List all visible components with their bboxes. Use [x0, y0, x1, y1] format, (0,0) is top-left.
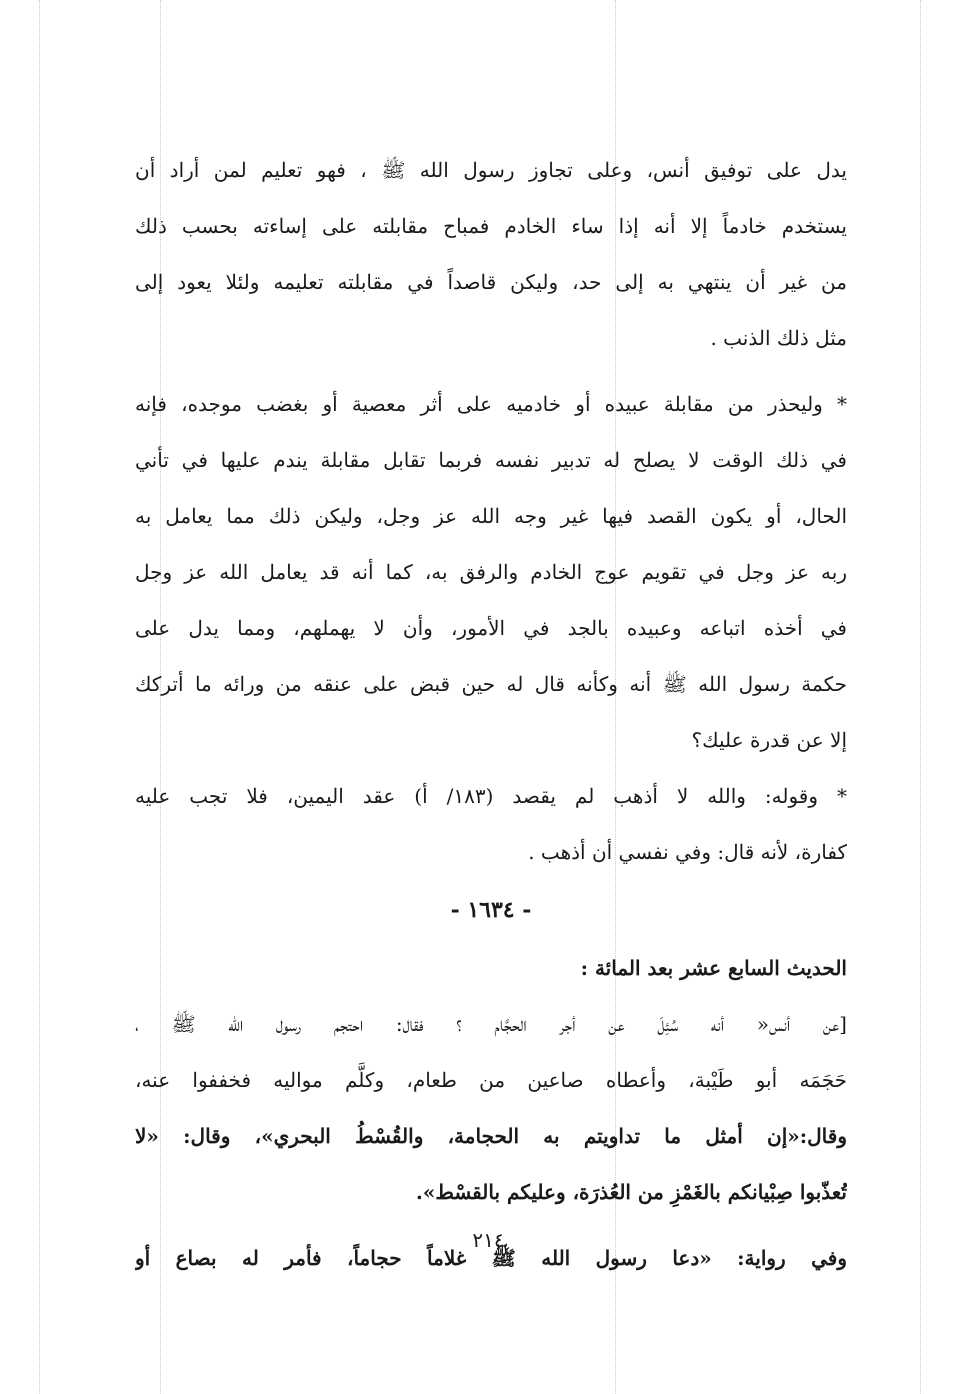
paragraph-3 [135, 768, 847, 880]
paragraph-1 [135, 142, 847, 366]
hadith-text [135, 996, 847, 1220]
text-line: يدل على توفيق أنس، وعلى تجاوز رسول الله ﷺ ، فهو تعليم لمن أراد أن [135, 158, 847, 182]
text-line: في ذلك الوقت لا يصلح له تدبير نفسه فربما تقابل مقابلة يندم عليها في تأني [135, 448, 847, 472]
text-line: الحال، أو يكون القصد فيها غير وجه الله عز وجل، وليكن ذلك مما يعامل به [135, 504, 847, 528]
riwaya-line: وفي رواية: «دعا رسول الله ﷺ غلاماً حجاماً، فأمر له بصاع أو [135, 1246, 847, 1270]
scan-guide-line [920, 0, 921, 1394]
page-number: ٢١٤ [472, 1228, 505, 1252]
text-line: حَجَمَه أبو طَيْبة، وأعطاه صاعين من طعام، وكلَّم مواليه فخففوا عنه، [135, 1068, 847, 1092]
text-line: * وليحذر من مقابلة عبيده أو خادميه على أثر معصية أو بغضب موجده، فإنه [135, 392, 847, 416]
hadith-number: - ١٦٣٤ - [450, 897, 532, 923]
scan-guide-line [39, 0, 40, 1394]
text-line: وقال:«إن أمثل ما تداويتم به الحجامة، والقُسْطُ البحري»، وقال: «لا [135, 1124, 847, 1148]
text-line: ربه عز وجل في تقويم عوج الخادم والرفق به، كما أنه قد يعامل الله عز وجل [135, 560, 847, 584]
text-line: إلا عن قدرة عليك؟ [691, 728, 847, 752]
main-text [135, 142, 847, 1286]
text-line: [عن أنس« أنه سُئِلَ عن أجر الحجَّام ؟ فقال: احتجم رسول الله ﷺ ، [135, 1012, 847, 1036]
text-line: تُعذّبوا صِبْيانكم بالغَمْزِ من العُذرَة، وعليكم بالقسْط». [415, 1180, 847, 1204]
text-line: * وقوله: والله لا أذهب لم يقصد (١٨٣/ أ) عقد اليمين، فلا تجب عليه [135, 784, 847, 808]
text-line: من غير أن ينتهي به إلى حد، وليكن قاصداً في مقابلته تعليمه ولئلا يعود إلى [135, 270, 847, 294]
text-line: مثل ذلك الذنب . [710, 326, 847, 350]
text-line: في أخذه اتباعه وعبيده بالجد في الأمور، وأن لا يهملهم، ومما يدل على [135, 616, 847, 640]
text-line: حكمة رسول الله ﷺ أنه وكأنه قال له حين قبض على عنقه من ورائه ما أتركك [135, 672, 847, 696]
paragraph-2 [135, 376, 847, 768]
hadith-heading: الحديث السابع عشر بعد المائة : [580, 956, 847, 980]
text-line: يستخدم خادماً إلا أنه إذا ساء الخادم فمباح مقابلته على إساءته بحسب ذلك [135, 214, 847, 238]
text-line: كفارة، لأنه قال: وفي نفسي أن أذهب . [528, 840, 847, 864]
